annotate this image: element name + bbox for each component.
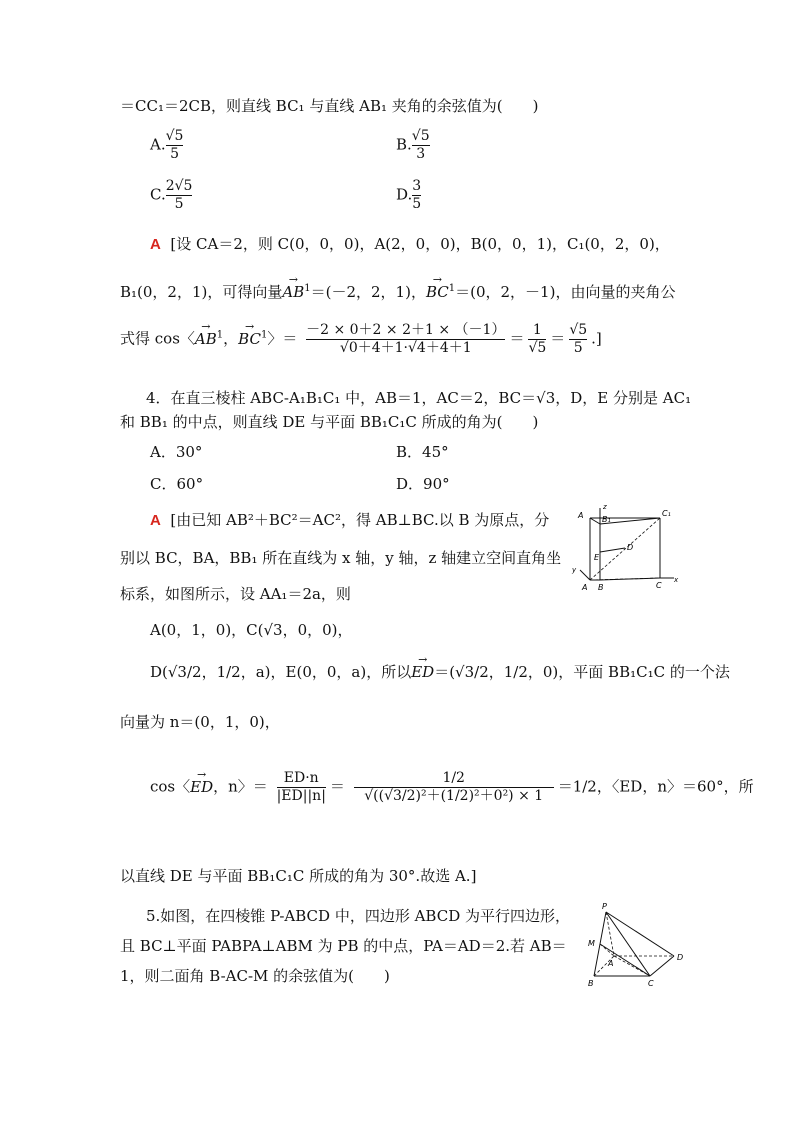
q3-solution-line3: 式得 cos〈→ $AB^1$，→ $BC^1$〉＝ $\frac{-2 \times 0+2 \times 2+1 \times (-1)}{√0+4+1\cdot√4+4+1}$ ＝ $\frac{1}{√5}$ ＝ $\frac{√5}{5}$ .] (120, 322, 602, 357)
y-axis (580, 570, 590, 580)
fig-label: A (608, 959, 614, 968)
segment-de (600, 548, 625, 552)
q4-solution-line2: 别以 BC，BA，BB₁ 所在直线为 x 轴，y 轴，z 轴建立空间直角坐 (120, 549, 562, 567)
q4-answer: A (150, 512, 161, 529)
q4-solution-line4: A(0，1，0)，C(√3，0，0)， (150, 621, 353, 639)
fig-label: B (598, 583, 604, 592)
q4-prism-figure (570, 500, 682, 592)
fig-label: D (677, 953, 684, 962)
fig-label: C (648, 979, 654, 988)
fig-label: P (602, 902, 607, 911)
fig-label: x (674, 576, 679, 584)
q4-option-b: B．45° (396, 443, 449, 461)
q3-option-d: D. $\frac{3}{5}$ (396, 178, 422, 212)
q5-stem-line1: 5.如图，在四棱锥 P-ABCD 中，四边形 ABCD 为平行四边形， (146, 907, 571, 925)
pyramid-edge-pd (606, 912, 674, 956)
fig-label: y (572, 566, 577, 574)
prism-edge (590, 518, 600, 524)
q3-answer: A (150, 236, 161, 253)
q4-cos-formula: cos〈→ ED，n〉＝ $\frac{ED\cdot n}{|ED||n|}$ ＝ $\frac{1/2}{\text{√((√3/2)²＋(1/2)²＋0²) × 1}}$ ＝1/2，〈ED，n〉＝60°，所 (150, 770, 754, 805)
fig-label: D (627, 543, 634, 552)
fig-label: E (594, 553, 600, 562)
fig-label: A (578, 511, 584, 520)
fig-label: z (603, 503, 607, 511)
q5-pyramid-figure (584, 900, 696, 988)
q3-intro: ＝CC₁＝2CB，则直线 BC₁ 与直线 AB₁ 夹角的余弦值为( ) (120, 97, 539, 115)
fig-label: A (582, 583, 588, 592)
fig-label: B (588, 979, 594, 988)
q3-option-b: B. $\frac{√5}{3}$ (396, 128, 430, 162)
fig-label: B₁ (602, 515, 611, 524)
q4-solution-line1: A [由已知 AB²＋BC²＝AC²，得 AB⊥BC.以 B 为原点，分 (150, 511, 550, 529)
q4-solution-line3: 标系，如图所示，设 AA₁＝2a，则 (120, 585, 351, 603)
q4-option-d: D．90° (396, 475, 450, 493)
q4-solution-line6: 向量为 n＝(0，1，0)， (120, 713, 280, 731)
q4-option-c: C．60° (150, 475, 204, 493)
q4-solution-line8: 以直线 DE 与平面 BB₁C₁C 所成的角为 30°.故选 A.] (120, 867, 477, 885)
q4-solution-line5: D(√3/2，1/2，a)，E(0，0，a)，所以→ ED＝(√3/2，1/2，0)，平面 BB₁C₁C 的一个法 (150, 662, 730, 682)
q4-stem-line1: 4．在直三棱柱 ABC-A₁B₁C₁ 中，AB＝1，AC＝2，BC＝√3，D，E 分别是 AC₁ (146, 389, 692, 407)
q4-option-a: A．30° (150, 443, 203, 461)
q5-stem-line3: 1，则二面角 B-AC-M 的余弦值为( ) (120, 967, 390, 985)
q5-stem-line2: 且 BC⊥平面 PABPA⊥ABM 为 PB 的中点，PA＝AD＝2.若 AB＝ (120, 937, 567, 955)
q3-option-c: C. $\frac{2√5}{5}$ (150, 178, 193, 212)
q3-option-a: A. $\frac{√5}{5}$ (150, 128, 184, 162)
q3-solution-line1: A [设 CA＝2，则 C(0，0，0)，A(2，0，0)，B(0，0，1)，C₁(0，2，0)， (150, 235, 670, 253)
fig-label: C (656, 581, 662, 590)
q3-solution-line2: B₁(0，2，1)，可得向量→ $AB^1=(-2$，2，1)，→ $BC^1=(0$，2，－1)，由向量的夹角公 (120, 282, 675, 302)
q4-stem-line2: 和 BB₁ 的中点，则直线 DE 与平面 BB₁C₁C 所成的角为( ) (120, 413, 539, 431)
base-edge-cd (650, 956, 674, 976)
fig-label: M (588, 939, 595, 948)
fig-label: C₁ (662, 509, 671, 518)
